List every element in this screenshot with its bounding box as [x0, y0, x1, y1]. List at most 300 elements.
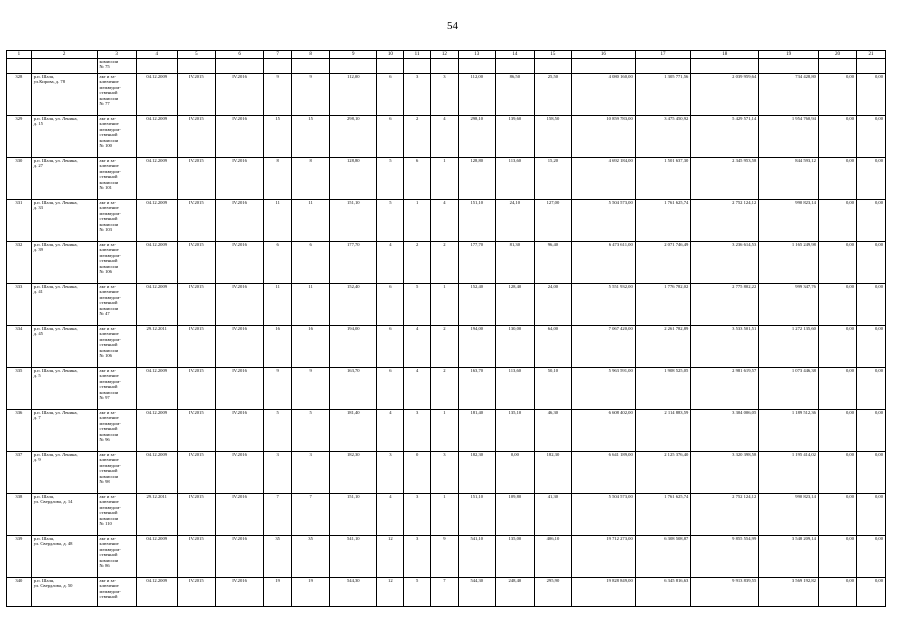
- rooms-municipal-cell: 2: [430, 326, 458, 368]
- planned-start-cell: IV.2015: [177, 158, 215, 200]
- area-cell: 152,40: [330, 284, 377, 326]
- rooms-total-cell: 6: [377, 116, 404, 158]
- column-header-7: 7: [264, 51, 292, 59]
- area-total-cell: 128,80: [458, 158, 495, 200]
- planned-end-cell: IV.2016: [215, 536, 263, 578]
- other-cost-cell: 0,00: [818, 494, 856, 536]
- document-cell: акт и за- ключение межведом- ственной комиссии № 106: [97, 242, 136, 284]
- total-cost-cell: 4 692 184,00: [571, 158, 635, 200]
- column-header-19: 19: [759, 51, 819, 59]
- date-cell: 04.12.2009: [136, 452, 177, 494]
- column-header-11: 11: [404, 51, 431, 59]
- area-cell: 544,30: [330, 578, 377, 607]
- area-cell: 112,00: [330, 74, 377, 116]
- area-municipal-cell: 158,50: [534, 116, 571, 158]
- rooms-private-cell: 3: [404, 494, 431, 536]
- other-cost-cell: 0,00: [818, 200, 856, 242]
- region-cost-cell: 3 304 006,05: [691, 410, 759, 452]
- rooms-private-cell: 4: [404, 326, 431, 368]
- area-municipal-cell: 41,30: [534, 494, 571, 536]
- row-number-cell: 332: [7, 242, 32, 284]
- document-cell: акт и за- ключение межведом- ственной комиссии № 106: [97, 326, 136, 368]
- row-number-cell: 337: [7, 452, 32, 494]
- rooms-municipal-cell: 2: [430, 368, 458, 410]
- planned-end-cell: IV.2016: [215, 578, 263, 607]
- total-cost-cell: 19 828 849,00: [571, 578, 635, 607]
- residents-count-cell: 8: [264, 158, 292, 200]
- extra-cost-cell: 0,00: [857, 74, 886, 116]
- planned-start-cell: IV.2015: [177, 116, 215, 158]
- residents-relocated-cell: 16: [292, 326, 330, 368]
- column-header-1: 1: [7, 51, 32, 59]
- area-cell: 177,70: [330, 242, 377, 284]
- table-row: [7, 578, 886, 607]
- area-municipal-cell: 64,00: [534, 326, 571, 368]
- document-cell: акт и за- ключение межведом- ственной комиссии № 47: [97, 284, 136, 326]
- fund-cost-cell: 1 908 525,05: [635, 368, 691, 410]
- address-cell: р.п. Шаля, ул. Ленина, д. 45: [31, 326, 97, 368]
- other-cost-cell: 0,00: [818, 452, 856, 494]
- residents-relocated-cell: 19: [292, 578, 330, 607]
- rooms-total-cell: 6: [377, 74, 404, 116]
- address-cell: р.п. Шаля, ул. Свердлова, д. 50: [31, 578, 97, 607]
- rooms-total-cell: 6: [377, 284, 404, 326]
- column-header-12: 12: [430, 51, 458, 59]
- planned-end-cell: IV.2016: [215, 200, 263, 242]
- address-cell: р.п. Шаля, ул. Ленина, д. 39: [31, 242, 97, 284]
- total-cost-cell: 5 963 591,00: [571, 368, 635, 410]
- residents-count-cell: 11: [264, 200, 292, 242]
- column-header-3: 3: [97, 51, 136, 59]
- page-number: 54: [447, 20, 458, 32]
- column-header-6: 6: [215, 51, 263, 59]
- area-municipal-cell: 295,90: [534, 578, 571, 607]
- area-cell: 151,10: [330, 200, 377, 242]
- column-header-13: 13: [458, 51, 495, 59]
- region-cost-cell: 3 236 614,53: [691, 242, 759, 284]
- residents-relocated-cell: 6: [292, 242, 330, 284]
- rooms-private-cell: 1: [404, 200, 431, 242]
- row-number-cell: 338: [7, 494, 32, 536]
- area-private-cell: 24,10: [495, 200, 534, 242]
- date-cell: 04.12.2009: [136, 578, 177, 607]
- row-number-cell: 336: [7, 410, 32, 452]
- other-cost-cell: 0,00: [818, 578, 856, 607]
- address-cell: р.п. Шаля, ул. Ленина, д. 33: [31, 200, 97, 242]
- area-municipal-cell: 182,30: [534, 452, 571, 494]
- total-cost-cell: 5 504 573,00: [571, 494, 635, 536]
- address-cell: р.п. Шаля, ул. Ленина, д. 41: [31, 284, 97, 326]
- rooms-municipal-cell: 3: [430, 74, 458, 116]
- date-cell: 04.12.2009: [136, 116, 177, 158]
- date-cell: 04.12.2009: [136, 158, 177, 200]
- table-row: [7, 452, 886, 494]
- rooms-private-cell: 4: [404, 368, 431, 410]
- planned-end-cell: IV.2016: [215, 116, 263, 158]
- area-cell: 541,10: [330, 536, 377, 578]
- column-header-14: 14: [495, 51, 534, 59]
- date-cell: 04.12.2009: [136, 242, 177, 284]
- fund-cost-cell: 6 308 508,87: [635, 536, 691, 578]
- extra-cost-cell: 0,00: [857, 536, 886, 578]
- date-cell: 04.12.2009: [136, 368, 177, 410]
- area-total-cell: 151,10: [458, 494, 495, 536]
- row-number-cell: 331: [7, 200, 32, 242]
- rooms-municipal-cell: 1: [430, 410, 458, 452]
- rooms-private-cell: 5: [404, 578, 431, 607]
- planned-start-cell: IV.2015: [177, 536, 215, 578]
- total-cost-cell: 4 080 160,00: [571, 74, 635, 116]
- total-cost-cell: 6 473 611,00: [571, 242, 635, 284]
- rooms-municipal-cell: 1: [430, 284, 458, 326]
- local-cost-cell: 734 428,80: [759, 74, 819, 116]
- table-row: [7, 242, 886, 284]
- date-cell: 04.12.2009: [136, 536, 177, 578]
- rooms-total-cell: 6: [377, 368, 404, 410]
- planned-end-cell: IV.2016: [215, 74, 263, 116]
- area-private-cell: 248,40: [495, 578, 534, 607]
- area-municipal-cell: 24,00: [534, 284, 571, 326]
- residents-count-cell: 15: [264, 116, 292, 158]
- fund-cost-cell: 1 761 625,74: [635, 200, 691, 242]
- rooms-total-cell: 12: [377, 536, 404, 578]
- area-total-cell: 151,10: [458, 200, 495, 242]
- local-cost-cell: 990 823,14: [759, 494, 819, 536]
- extra-cost-cell: 0,00: [857, 578, 886, 607]
- planned-end-cell: IV.2016: [215, 242, 263, 284]
- planned-start-cell: IV.2015: [177, 74, 215, 116]
- table-row: [7, 536, 886, 578]
- area-private-cell: 86,50: [495, 74, 534, 116]
- local-cost-cell: 990 823,14: [759, 200, 819, 242]
- local-cost-cell: 1 195 414,02: [759, 452, 819, 494]
- date-cell: 04.12.2009: [136, 200, 177, 242]
- column-header-9: 9: [330, 51, 377, 59]
- region-cost-cell: 2 775 802,22: [691, 284, 759, 326]
- area-private-cell: 130,00: [495, 326, 534, 368]
- fund-cost-cell: 2 125 376,40: [635, 452, 691, 494]
- area-cell: 182,30: [330, 452, 377, 494]
- rooms-total-cell: 4: [377, 242, 404, 284]
- total-cost-cell: 5 551 932,00: [571, 284, 635, 326]
- fund-cost-cell: 2 261 782,89: [635, 326, 691, 368]
- column-header-4: 4: [136, 51, 177, 59]
- fund-cost-cell: 1 761 625,74: [635, 494, 691, 536]
- address-cell: р.п. Шаля, ул. Ленина, д. 27: [31, 158, 97, 200]
- address-cell: р.п. Шаля, ул. Ленина, д. 5: [31, 368, 97, 410]
- rooms-total-cell: 4: [377, 410, 404, 452]
- region-cost-cell: 2 981 619,57: [691, 368, 759, 410]
- planned-end-cell: IV.2016: [215, 284, 263, 326]
- fund-cost-cell: 1 501 637,30: [635, 158, 691, 200]
- area-total-cell: 177,70: [458, 242, 495, 284]
- doc-cell: комиссии № 75: [97, 59, 136, 74]
- date-cell: 29.12.2011: [136, 494, 177, 536]
- rooms-total-cell: 4: [377, 494, 404, 536]
- fund-cost-cell: 2 114 883,59: [635, 410, 691, 452]
- area-cell: 298,10: [330, 116, 377, 158]
- planned-end-cell: IV.2016: [215, 494, 263, 536]
- rooms-municipal-cell: 1: [430, 158, 458, 200]
- area-cell: 163,70: [330, 368, 377, 410]
- other-cost-cell: 0,00: [818, 158, 856, 200]
- residents-count-cell: 16: [264, 326, 292, 368]
- row-number-cell: 335: [7, 368, 32, 410]
- planned-start-cell: IV.2015: [177, 284, 215, 326]
- document-cell: акт и за- ключение межведом- ственной комиссии № 101: [97, 158, 136, 200]
- area-total-cell: 298,10: [458, 116, 495, 158]
- fund-cost-cell: 1 305 771,56: [635, 74, 691, 116]
- housing-register-table: [6, 50, 886, 607]
- column-header-5: 5: [177, 51, 215, 59]
- area-private-cell: 109,80: [495, 494, 534, 536]
- row-number-cell: 334: [7, 326, 32, 368]
- document-cell: акт и за- ключение межведом- ственной комиссии № 96: [97, 410, 136, 452]
- row-number-cell: 330: [7, 158, 32, 200]
- area-municipal-cell: 127,00: [534, 200, 571, 242]
- area-municipal-cell: 15,20: [534, 158, 571, 200]
- column-header-15: 15: [534, 51, 571, 59]
- area-total-cell: 112,00: [458, 74, 495, 116]
- residents-relocated-cell: 11: [292, 284, 330, 326]
- table-row: [7, 74, 886, 116]
- extra-cost-cell: 0,00: [857, 410, 886, 452]
- document-cell: акт и за- ключение межведом- ственной комиссии № 98: [97, 452, 136, 494]
- region-cost-cell: 2 752 124,12: [691, 494, 759, 536]
- area-cell: 128,80: [330, 158, 377, 200]
- local-cost-cell: 3 548 209,14: [759, 536, 819, 578]
- extra-cost-cell: 0,00: [857, 284, 886, 326]
- area-cell: 181,40: [330, 410, 377, 452]
- residents-relocated-cell: 9: [292, 74, 330, 116]
- total-cost-cell: 5 504 573,00: [571, 200, 635, 242]
- residents-count-cell: 5: [264, 410, 292, 452]
- rooms-municipal-cell: 4: [430, 200, 458, 242]
- area-cell: 194,00: [330, 326, 377, 368]
- column-header-10: 10: [377, 51, 404, 59]
- fund-cost-cell: 3 475 450,92: [635, 116, 691, 158]
- document-cell: акт и за- ключение межведом- ственной комиссии № 110: [97, 494, 136, 536]
- residents-count-cell: 6: [264, 242, 292, 284]
- table-row: [7, 284, 886, 326]
- residents-relocated-cell: 15: [292, 116, 330, 158]
- residents-count-cell: 7: [264, 494, 292, 536]
- row-number-cell: 329: [7, 116, 32, 158]
- document-cell: акт и за- ключение межведом- ственной комиссии № 103: [97, 200, 136, 242]
- area-municipal-cell: 46,30: [534, 410, 571, 452]
- other-cost-cell: 0,00: [818, 326, 856, 368]
- area-private-cell: 139,60: [495, 116, 534, 158]
- other-cost-cell: 0,00: [818, 74, 856, 116]
- column-header-18: 18: [691, 51, 759, 59]
- table-row: [7, 410, 886, 452]
- rooms-private-cell: 0: [404, 452, 431, 494]
- document-cell: акт и за- ключение межведом- ственной: [97, 578, 136, 607]
- extra-cost-cell: 0,00: [857, 368, 886, 410]
- residents-count-cell: 9: [264, 368, 292, 410]
- area-municipal-cell: 406,10: [534, 536, 571, 578]
- fund-cost-cell: 1 776 782,02: [635, 284, 691, 326]
- rooms-total-cell: 12: [377, 578, 404, 607]
- area-private-cell: 135,00: [495, 536, 534, 578]
- table-row: [7, 326, 886, 368]
- area-total-cell: 163,70: [458, 368, 495, 410]
- local-cost-cell: 1 073 446,38: [759, 368, 819, 410]
- residents-relocated-cell: 8: [292, 158, 330, 200]
- extra-cost-cell: 0,00: [857, 242, 886, 284]
- local-cost-cell: 1 954 760,94: [759, 116, 819, 158]
- rooms-private-cell: 3: [404, 410, 431, 452]
- date-cell: 29.12.2011: [136, 326, 177, 368]
- residents-count-cell: 11: [264, 284, 292, 326]
- rooms-municipal-cell: 2: [430, 242, 458, 284]
- planned-start-cell: IV.2015: [177, 578, 215, 607]
- residents-count-cell: 9: [264, 74, 292, 116]
- fund-cost-cell: 2 071 746,49: [635, 242, 691, 284]
- address-cell: р.п. Шаля, ул. Ленина, д. 15: [31, 116, 97, 158]
- planned-start-cell: IV.2015: [177, 200, 215, 242]
- local-cost-cell: 3 569 192,82: [759, 578, 819, 607]
- extra-cost-cell: 0,00: [857, 200, 886, 242]
- local-cost-cell: 844 593,12: [759, 158, 819, 200]
- residents-count-cell: 35: [264, 536, 292, 578]
- residents-relocated-cell: 3: [292, 452, 330, 494]
- region-cost-cell: 3 320 398,58: [691, 452, 759, 494]
- document-cell: акт и за- ключение межведом- ственной комиссии № 100: [97, 116, 136, 158]
- area-total-cell: 544,30: [458, 578, 495, 607]
- extra-cost-cell: 0,00: [857, 452, 886, 494]
- date-cell: 04.12.2009: [136, 410, 177, 452]
- planned-start-cell: IV.2015: [177, 410, 215, 452]
- column-header-20: 20: [818, 51, 856, 59]
- row-number-cell: 340: [7, 578, 32, 607]
- extra-cost-cell: 0,00: [857, 158, 886, 200]
- total-cost-cell: 7 067 420,00: [571, 326, 635, 368]
- column-header-8: 8: [292, 51, 330, 59]
- planned-end-cell: IV.2016: [215, 368, 263, 410]
- residents-relocated-cell: 11: [292, 200, 330, 242]
- total-cost-cell: 19 712 273,00: [571, 536, 635, 578]
- planned-start-cell: IV.2015: [177, 368, 215, 410]
- area-municipal-cell: 50,10: [534, 368, 571, 410]
- area-total-cell: 152,40: [458, 284, 495, 326]
- rooms-municipal-cell: 9: [430, 536, 458, 578]
- extra-cost-cell: 0,00: [857, 326, 886, 368]
- area-private-cell: 0,00: [495, 452, 534, 494]
- area-private-cell: 128,40: [495, 284, 534, 326]
- local-cost-cell: 999 347,76: [759, 284, 819, 326]
- other-cost-cell: 0,00: [818, 116, 856, 158]
- column-header-2: 2: [31, 51, 97, 59]
- column-header-21: 21: [857, 51, 886, 59]
- area-total-cell: 181,40: [458, 410, 495, 452]
- region-cost-cell: 2 752 124,12: [691, 200, 759, 242]
- planned-end-cell: IV.2016: [215, 158, 263, 200]
- other-cost-cell: 0,00: [818, 284, 856, 326]
- other-cost-cell: 0,00: [818, 242, 856, 284]
- rooms-private-cell: 5: [404, 284, 431, 326]
- document-cell: акт и за- ключение межведом- ственной комиссии № 77: [97, 74, 136, 116]
- residents-relocated-cell: 9: [292, 368, 330, 410]
- local-cost-cell: 1 165 249,98: [759, 242, 819, 284]
- fund-cost-cell: 6 345 816,63: [635, 578, 691, 607]
- area-private-cell: 81,30: [495, 242, 534, 284]
- rooms-total-cell: 5: [377, 158, 404, 200]
- column-header-17: 17: [635, 51, 691, 59]
- rooms-municipal-cell: 1: [430, 494, 458, 536]
- column-number-row: [7, 51, 886, 59]
- row-number-cell: 328: [7, 74, 32, 116]
- total-cost-cell: 6 608 402,00: [571, 410, 635, 452]
- rooms-municipal-cell: 4: [430, 116, 458, 158]
- rooms-total-cell: 5: [377, 200, 404, 242]
- region-cost-cell: 9 913 839,55: [691, 578, 759, 607]
- area-private-cell: 113,60: [495, 158, 534, 200]
- rooms-private-cell: 3: [404, 74, 431, 116]
- local-cost-cell: 1 272 135,60: [759, 326, 819, 368]
- rooms-private-cell: 3: [404, 536, 431, 578]
- other-cost-cell: 0,00: [818, 410, 856, 452]
- region-cost-cell: 3 533 501,51: [691, 326, 759, 368]
- total-cost-cell: 10 859 783,00: [571, 116, 635, 158]
- date-cell: 04.12.2009: [136, 284, 177, 326]
- region-cost-cell: 2 345 953,58: [691, 158, 759, 200]
- planned-end-cell: IV.2016: [215, 410, 263, 452]
- planned-start-cell: IV.2015: [177, 242, 215, 284]
- rooms-municipal-cell: 3: [430, 452, 458, 494]
- residents-relocated-cell: 35: [292, 536, 330, 578]
- table-row: [7, 368, 886, 410]
- region-cost-cell: 2 039 959,64: [691, 74, 759, 116]
- residents-relocated-cell: 5: [292, 410, 330, 452]
- region-cost-cell: 5 429 571,14: [691, 116, 759, 158]
- planned-start-cell: IV.2015: [177, 326, 215, 368]
- area-total-cell: 541,10: [458, 536, 495, 578]
- address-cell: р.п. Шаля, ул. Свердлова, д. 14: [31, 494, 97, 536]
- planned-start-cell: IV.2015: [177, 494, 215, 536]
- rooms-private-cell: 6: [404, 158, 431, 200]
- table-row: [7, 158, 886, 200]
- other-cost-cell: 0,00: [818, 368, 856, 410]
- area-municipal-cell: 96,40: [534, 242, 571, 284]
- total-cost-cell: 6 641 189,00: [571, 452, 635, 494]
- area-total-cell: 194,00: [458, 326, 495, 368]
- planned-start-cell: IV.2015: [177, 452, 215, 494]
- extra-cost-cell: 0,00: [857, 494, 886, 536]
- residents-relocated-cell: 7: [292, 494, 330, 536]
- table-row: [7, 494, 886, 536]
- rooms-municipal-cell: 7: [430, 578, 458, 607]
- residents-count-cell: 19: [264, 578, 292, 607]
- row-number-cell: 333: [7, 284, 32, 326]
- address-cell: р.п. Шаля, ул. Ленина, д. 9: [31, 452, 97, 494]
- document-cell: акт и за- ключение межведом- ственной комиссии № 97: [97, 368, 136, 410]
- address-cell: р.п. Шаля, ул. Ленина, д. 7: [31, 410, 97, 452]
- address-cell: р.п. Шаля, ул. Свердлова, д. 48: [31, 536, 97, 578]
- column-header-16: 16: [571, 51, 635, 59]
- area-total-cell: 182,30: [458, 452, 495, 494]
- planned-end-cell: IV.2016: [215, 326, 263, 368]
- extra-cost-cell: 0,00: [857, 116, 886, 158]
- local-cost-cell: 1 189 512,36: [759, 410, 819, 452]
- row-number-cell: 339: [7, 536, 32, 578]
- planned-end-cell: IV.2016: [215, 452, 263, 494]
- area-private-cell: 135,10: [495, 410, 534, 452]
- area-cell: 151,10: [330, 494, 377, 536]
- rooms-total-cell: 6: [377, 326, 404, 368]
- other-cost-cell: 0,00: [818, 536, 856, 578]
- rooms-private-cell: 2: [404, 116, 431, 158]
